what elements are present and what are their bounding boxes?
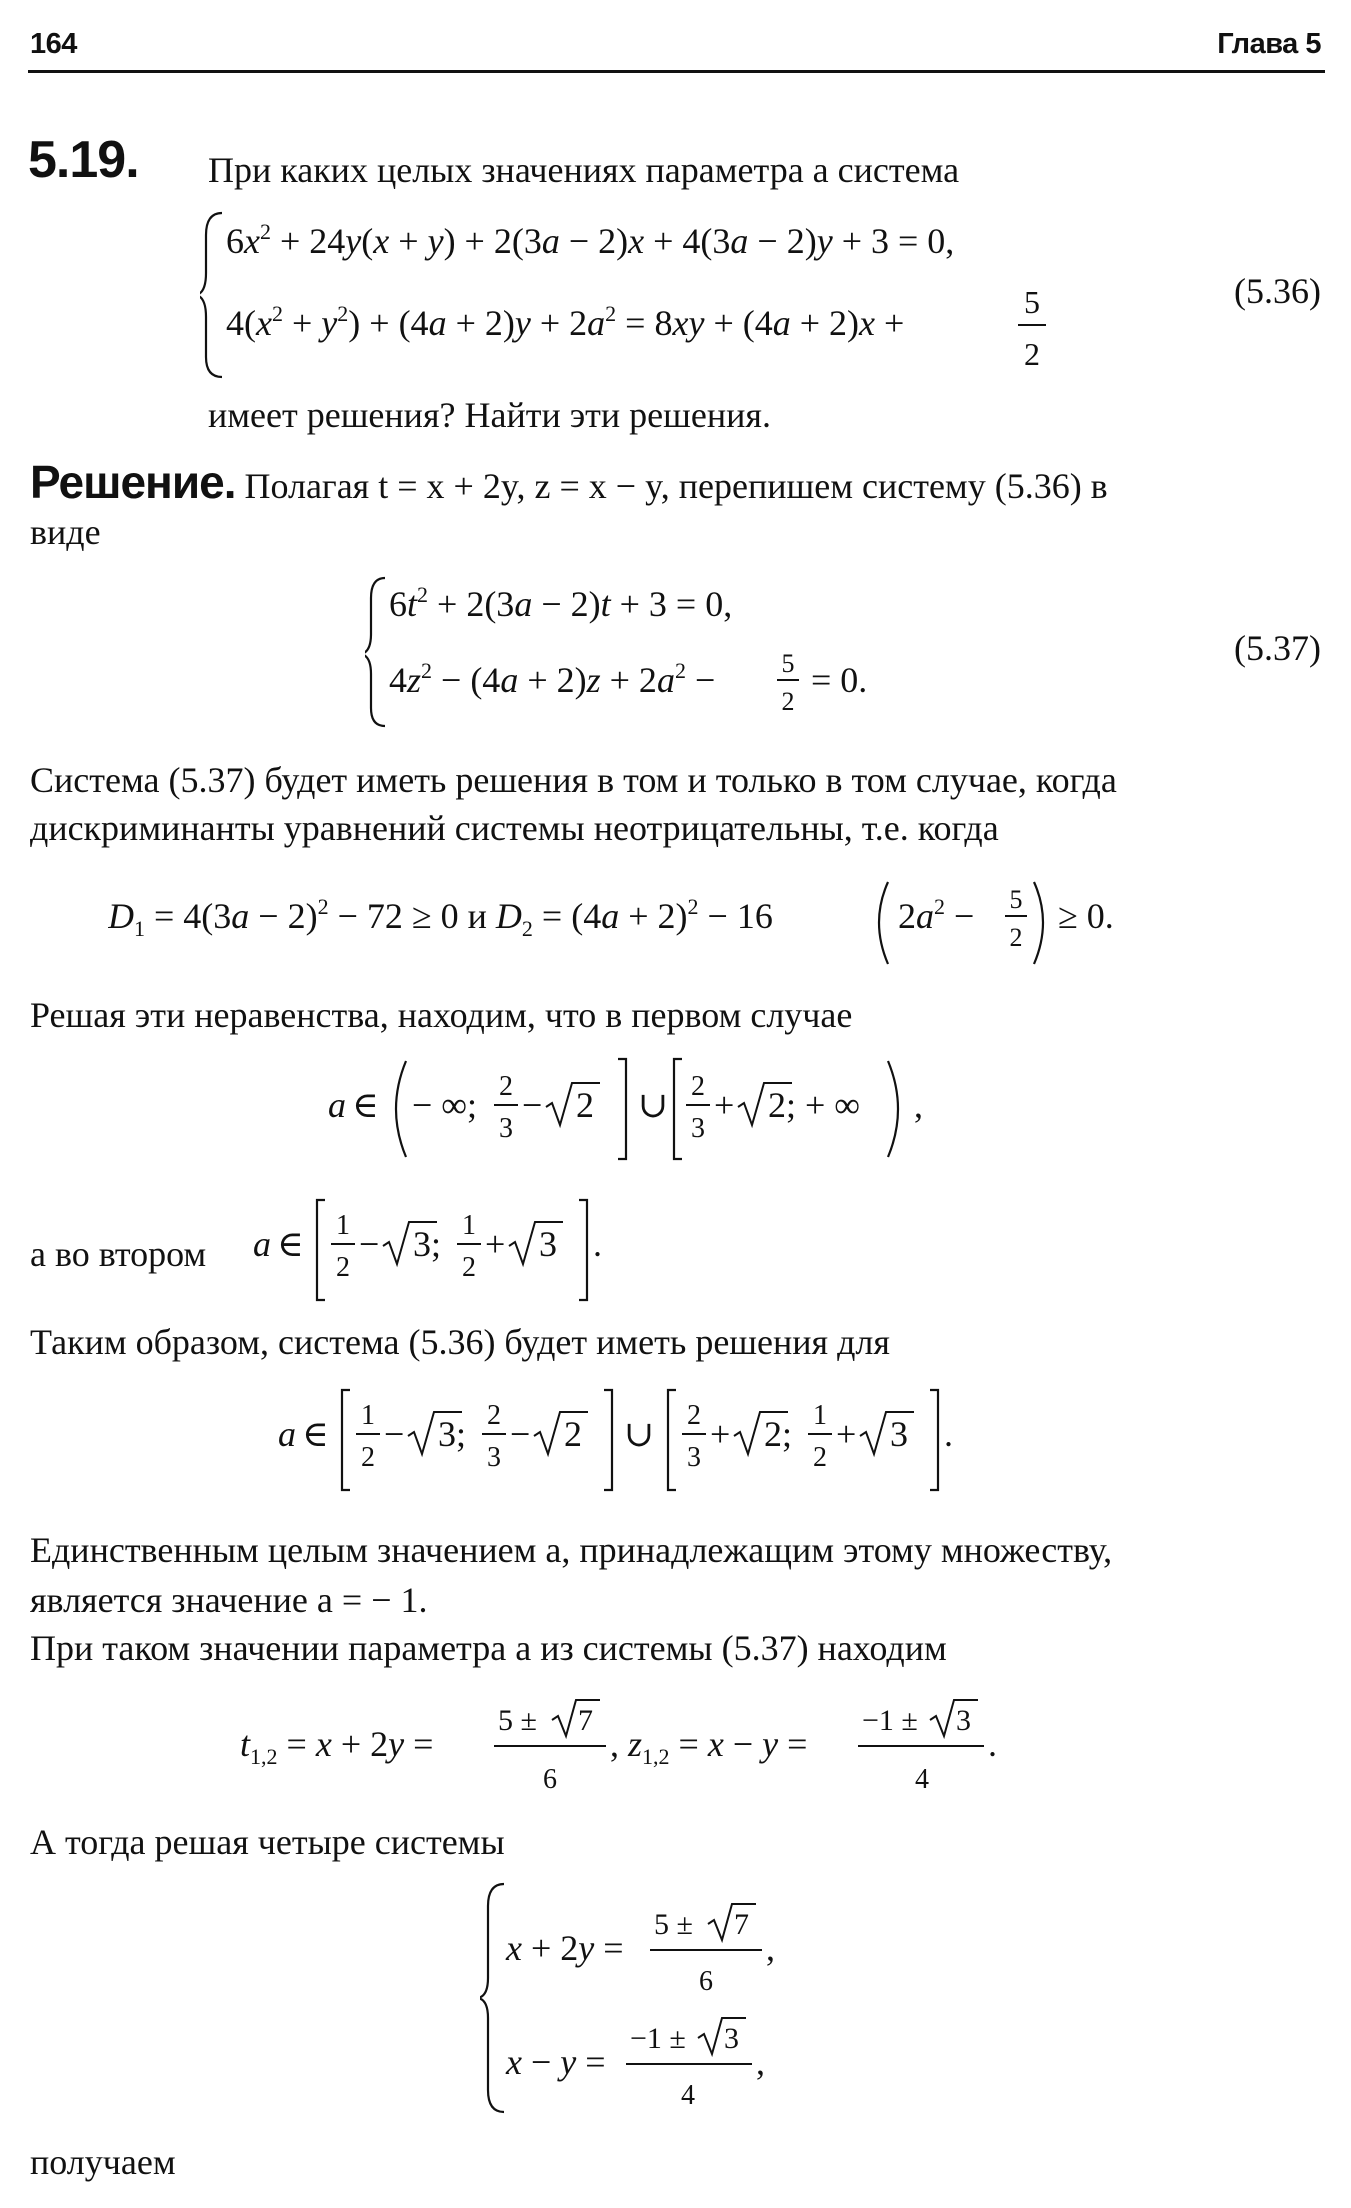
svg-text:+: + xyxy=(836,1414,857,1454)
svg-text:D1 = 4(3a − 2)2 − 72 ≥ 0 и D: $D_1 = 4(3a - 2)^2 - 72 \ge 0$ и $D_2 = (4a + 2)^2 - 16$ xyxy=(108,894,773,941)
svg-text:3: 3 xyxy=(687,1442,701,1473)
svg-text:5: 5 xyxy=(781,649,795,678)
svg-text:6: 6 xyxy=(699,1966,713,1997)
solution-paragraph-2b: дискриминанты уравнений системы неотрицательны, т.е. когда xyxy=(30,808,999,848)
solution-set-first xyxy=(328,1045,948,1180)
svg-text:7: 7 xyxy=(578,1704,593,1737)
solution-paragraph-7: При таком значении параметра a из системы (5.37) находим xyxy=(30,1628,947,1668)
svg-text:3: 3 xyxy=(890,1414,908,1454)
svg-text:2: 2 xyxy=(487,1400,501,1431)
svg-text:,: , xyxy=(756,2042,765,2082)
svg-text:7: 7 xyxy=(734,1908,749,1941)
svg-text:+: + xyxy=(710,1414,731,1454)
svg-text:2: 2 xyxy=(361,1442,375,1473)
svg-text:4: 4 xyxy=(915,1764,929,1795)
problem-statement: При каких целых значениях параметра a система xyxy=(208,150,960,190)
svg-text:+: + xyxy=(485,1224,506,1264)
svg-text:∈: ∈ xyxy=(352,1085,379,1125)
svg-text:3: 3 xyxy=(539,1224,557,1264)
svg-text:,: , xyxy=(766,1928,775,1968)
svg-text:2: 2 xyxy=(462,1252,476,1283)
svg-text:, z1,2 = x − y =: , $z_{1,2} = x - y$ = xyxy=(610,1724,808,1769)
problem-statement-tail: имеет решения? Найти эти решения. xyxy=(208,395,771,435)
svg-text:2: 2 xyxy=(336,1252,350,1283)
svg-text:3;: 3; xyxy=(438,1414,467,1454)
solution-paragraph-4: а во втором xyxy=(30,1234,207,1274)
svg-text:6x2 + 24y(x + y) + 2(3a − 2)x: $6x^2 + 24y(x + y) + 2(3a - 2)x + 4(3a - 2)y + 3 = 0$, xyxy=(226,219,955,261)
system-5-37 xyxy=(365,572,925,737)
solution-set-second xyxy=(253,1190,633,1315)
svg-text:∪: ∪ xyxy=(624,1414,655,1454)
svg-text:4(x2 + y2) + (4a + 2)y + 2a2 =: $4(x^2 + y^2) + (4a + 2)y + 2a^2 = 8xy + (4a + 2)x$ + xyxy=(226,301,905,343)
svg-text:t1,2 = x + 2y =: $t_{1,2} = x + 2y$ = xyxy=(240,1724,434,1769)
problem-number: 5.19. xyxy=(28,131,139,189)
solution-heading: Решение. xyxy=(30,456,236,508)
svg-text:3: 3 xyxy=(487,1442,501,1473)
svg-text:5 ±: 5 ± xyxy=(498,1704,537,1737)
solution-paragraph-2a: Система (5.37) будет иметь решения в том и только в том случае, когда xyxy=(30,760,1117,800)
svg-text:,: , xyxy=(914,1085,923,1125)
solution-paragraph-1: Решение. Полагая t = x + 2y, z = x − y, перепишем систему (5.36) в xyxy=(30,456,1108,508)
svg-text:2: 2 xyxy=(687,1400,701,1431)
solution-paragraph-5: Таким образом, система (5.36) будет иметь решения для xyxy=(30,1322,890,1362)
solution-paragraph-8: А тогда решая четыре системы xyxy=(30,1822,505,1862)
svg-text:5 ±: 5 ± xyxy=(654,1908,693,1941)
svg-text:2; + ∞: 2; + ∞ xyxy=(768,1085,860,1125)
svg-text:3: 3 xyxy=(499,1113,513,1144)
svg-text:−: − xyxy=(359,1224,380,1264)
svg-text:5: 5 xyxy=(1009,885,1023,914)
solution-paragraph-6a: Единственным целым значением a, принадлежащим этому множеству, xyxy=(30,1530,1113,1570)
svg-text:∈: ∈ xyxy=(277,1224,304,1264)
svg-text:x + 2y =: x + 2y = xyxy=(506,1928,624,1968)
solution-set-combined xyxy=(278,1380,998,1505)
svg-text:+: + xyxy=(714,1085,735,1125)
svg-text:2: 2 xyxy=(1024,336,1040,372)
svg-text:1: 1 xyxy=(336,1210,350,1241)
svg-text:− ∞;: − ∞; xyxy=(412,1085,477,1125)
solution-paragraph-9: получаем xyxy=(30,2142,176,2182)
final-system xyxy=(480,1878,800,2123)
svg-text:2: 2 xyxy=(576,1085,594,1125)
svg-text:6t2 + 2(3a − 2)t + 3 = 0,: $6t^2 + 2(3a - 2)t + 3 = 0$, xyxy=(389,582,733,624)
svg-text:3;: 3; xyxy=(413,1224,442,1264)
svg-text:4: 4 xyxy=(681,2080,695,2111)
svg-text:1: 1 xyxy=(813,1400,827,1431)
svg-text:2: 2 xyxy=(564,1414,582,1454)
solution-paragraph-3: Решая эти неравенства, находим, что в первом случае xyxy=(30,995,853,1035)
svg-text:a: a xyxy=(253,1224,271,1264)
solution-paragraph-6b: является значение a = − 1. xyxy=(30,1580,428,1620)
page-number: 164 xyxy=(30,28,77,60)
svg-text:3: 3 xyxy=(956,1704,971,1737)
solution-paragraph-1-end: виде xyxy=(30,512,101,552)
svg-text:2: 2 xyxy=(813,1442,827,1473)
svg-text:−: − xyxy=(510,1414,531,1454)
svg-text:∪: ∪ xyxy=(638,1085,669,1125)
svg-text:1: 1 xyxy=(462,1210,476,1241)
svg-text:x − y =: x − y = xyxy=(506,2042,606,2082)
svg-text:≥ 0.: ≥ 0. xyxy=(1058,896,1114,936)
svg-text:∈: ∈ xyxy=(302,1414,329,1454)
svg-text:2;: 2; xyxy=(764,1414,793,1454)
svg-text:3: 3 xyxy=(724,2022,739,2055)
system-5-36 xyxy=(200,205,1100,390)
svg-text:−: − xyxy=(384,1414,405,1454)
svg-text:1: 1 xyxy=(361,1400,375,1431)
svg-text:2a2 −: $2a^2$ − xyxy=(898,894,975,936)
svg-text:−1 ±: −1 ± xyxy=(630,2022,686,2055)
svg-text:= 0.: = 0. xyxy=(811,660,868,700)
svg-text:2: 2 xyxy=(691,1071,705,1102)
equation-label-5-37: (5.37) xyxy=(1234,628,1321,668)
svg-text:3: 3 xyxy=(691,1113,705,1144)
svg-text:2: 2 xyxy=(499,1071,513,1102)
svg-text:.: . xyxy=(593,1224,602,1264)
svg-text:−1 ±: −1 ± xyxy=(862,1704,918,1737)
svg-text:6: 6 xyxy=(543,1764,557,1795)
svg-text:−: − xyxy=(522,1085,543,1125)
svg-text:.: . xyxy=(944,1414,953,1454)
svg-text:a: a xyxy=(278,1414,296,1454)
equation-label-5-36: (5.36) xyxy=(1234,271,1321,311)
svg-text:a: a xyxy=(328,1085,346,1125)
svg-text:5: 5 xyxy=(1024,284,1040,320)
svg-text:2: 2 xyxy=(781,687,795,716)
roots-t-z xyxy=(240,1690,1020,1805)
chapter-title: Глава 5 xyxy=(1217,28,1321,60)
discriminant-inequalities xyxy=(108,868,1168,983)
header-rule xyxy=(28,70,1325,73)
svg-text:.: . xyxy=(988,1724,997,1764)
svg-text:2: 2 xyxy=(1009,923,1023,952)
svg-text:4z2 − (4a + 2)z + 2a2 −: $4z^2 - (4a + 2)z + 2a^2$ − xyxy=(389,658,716,700)
